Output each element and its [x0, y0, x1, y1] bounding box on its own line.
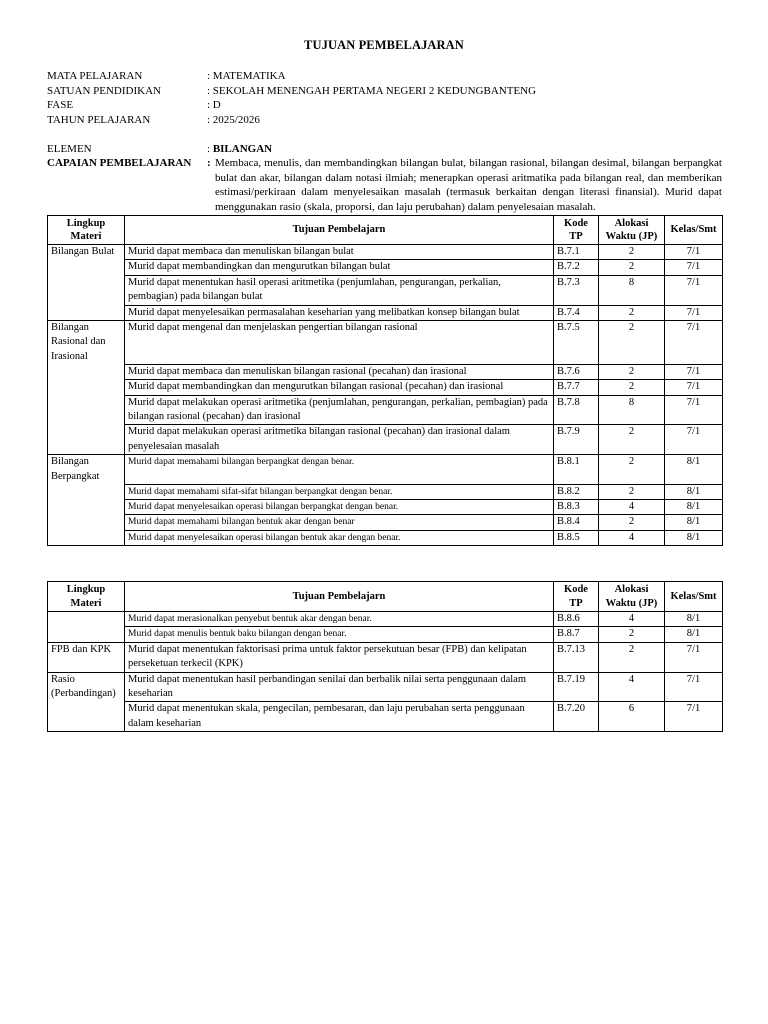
info-value: : D	[207, 99, 221, 112]
alokasi-cell: 2	[599, 321, 665, 365]
elemen-row	[47, 142, 272, 157]
kode-cell: B.8.6	[554, 612, 599, 627]
info-value: : 2025/2026	[207, 113, 260, 126]
kode-cell: B.8.1	[554, 455, 599, 484]
kelas-cell: 7/1	[665, 275, 723, 305]
lingkup-cell	[48, 275, 125, 305]
capaian-pembelajaran	[47, 156, 722, 214]
lingkup-cell	[48, 627, 125, 642]
alokasi-cell: 4	[599, 499, 665, 514]
kelas-cell: 7/1	[665, 395, 723, 425]
lingkup-cell	[48, 380, 125, 395]
tujuan-cell: Murid dapat menyelesaikan permasalahan keseharian yang melibatkan konsep bilangan bulat	[125, 305, 554, 320]
kode-cell: B.7.1	[554, 245, 599, 260]
table-row	[48, 672, 723, 702]
lingkup-cell: Bilangan Berpangkat	[48, 455, 125, 484]
alokasi-cell: 6	[599, 702, 665, 732]
kode-cell: B.7.8	[554, 395, 599, 425]
lingkup-cell	[48, 364, 125, 379]
header-kelas: Kelas/Smt	[665, 582, 723, 612]
kelas-cell: 7/1	[665, 364, 723, 379]
kode-cell: B.7.6	[554, 364, 599, 379]
kelas-cell: 8/1	[665, 455, 723, 484]
kelas-cell: 8/1	[665, 530, 723, 545]
kelas-cell: 8/1	[665, 515, 723, 530]
info-label: SATUAN PENDIDIKAN	[47, 84, 161, 97]
alokasi-cell: 2	[599, 627, 665, 642]
table-row	[48, 515, 723, 530]
kelas-cell: 7/1	[665, 642, 723, 672]
kode-cell: B.7.3	[554, 275, 599, 305]
info-value: : MATEMATIKA	[207, 70, 286, 82]
tp-table-1	[47, 215, 723, 546]
tujuan-cell: Murid dapat membaca dan menuliskan bilangan bulat	[125, 245, 554, 260]
table-row	[48, 627, 723, 642]
table-row	[48, 275, 723, 305]
kelas-cell: 7/1	[665, 380, 723, 395]
tujuan-cell: Murid dapat menyelesaikan operasi bilangan bentuk akar dengan benar.	[125, 530, 554, 545]
table-row	[48, 364, 723, 379]
table-row	[48, 380, 723, 395]
alokasi-cell: 4	[599, 612, 665, 627]
kode-cell: B.8.7	[554, 627, 599, 642]
kelas-cell: 7/1	[665, 672, 723, 702]
table-header-row	[48, 216, 723, 245]
kode-cell: B.7.19	[554, 672, 599, 702]
alokasi-cell: 2	[599, 305, 665, 320]
table-row	[48, 260, 723, 275]
tujuan-cell: Murid dapat menentukan hasil operasi aritmetika (penjumlahan, pengurangan, perkalian, pembagian) pada bilangan bulat	[125, 275, 554, 305]
table-row	[48, 530, 723, 545]
kode-cell: B.7.9	[554, 425, 599, 455]
alokasi-cell: 8	[599, 275, 665, 305]
info-value: : SEKOLAH MENENGAH PERTAMA NEGERI 2 KEDUNGBANTENG	[207, 84, 537, 97]
alokasi-cell: 2	[599, 642, 665, 672]
tujuan-cell: Murid dapat melakukan operasi aritmetika (penjumlahan, pengurangan, perkalian, pembagian) pada bilangan rasional (pecahan) dan irasional	[125, 395, 554, 425]
table-row	[48, 642, 723, 672]
table-row	[48, 305, 723, 320]
lingkup-cell	[48, 612, 125, 627]
tujuan-cell: Murid dapat menentukan faktorisasi prima untuk faktor persekutuan besar (FPB) dan kelipatan perseketuan terkecil (KPK)	[125, 642, 554, 672]
info-label: FASE	[47, 99, 74, 112]
kode-cell: B.7.5	[554, 321, 599, 365]
kelas-cell: 7/1	[665, 702, 723, 732]
kelas-cell: 7/1	[665, 305, 723, 320]
kode-cell: B.8.3	[554, 499, 599, 514]
capaian-text: Membaca, menulis, dan membandingkan bilangan bulat, bilangan rasional, bilangan desimal, bilangan berpangkat bulat dan akar, bilangan dalam notasi ilmiah; menerapkan operasi aritmatika pada bilangan real, dan memberikan estimasi/perkiraan dalam menyelesaikan masalah (termasuk berkaitan dengan literasi finansial). Murid dapat menggunakan rasio (skala, proporsi, dan laju perubahan) dalam penyelesaian masalah.	[215, 157, 722, 213]
kelas-cell: 7/1	[665, 245, 723, 260]
document-title: TUJUAN PEMBELAJARAN	[304, 38, 464, 52]
elemen-label: ELEMEN	[47, 143, 92, 155]
capaian-label: CAPAIAN PEMBELAJARAN	[47, 157, 192, 169]
alokasi-cell: 8	[599, 395, 665, 425]
tujuan-cell: Murid dapat membandingkan dan mengurutkan bilangan rasional (pecahan) dan irasional	[125, 380, 554, 395]
header-kelas: Kelas/Smt	[665, 216, 723, 245]
lingkup-cell	[48, 305, 125, 320]
kelas-cell: 8/1	[665, 627, 723, 642]
tujuan-cell: Murid dapat mengenal dan menjelaskan pengertian bilangan rasional	[125, 321, 554, 365]
tujuan-cell: Murid dapat memahami bilangan bentuk akar dengan benar	[125, 515, 554, 530]
header-alokasi: Alokasi Waktu (JP)	[599, 582, 665, 612]
tujuan-cell: Murid dapat merasionalkan penyebut bentuk akar dengan benar.	[125, 612, 554, 627]
table-row	[48, 499, 723, 514]
info-row-satuan-pendidikan	[47, 84, 536, 99]
kelas-cell: 8/1	[665, 484, 723, 499]
lingkup-cell	[48, 702, 125, 732]
alokasi-cell: 2	[599, 245, 665, 260]
info-row-mata-pelajaran	[47, 69, 536, 84]
tujuan-cell: Murid dapat menentukan hasil perbandingan senilai dan berbalik nilai serta penggunaan dalam keseharian	[125, 672, 554, 702]
elemen-colon: :	[207, 143, 213, 155]
table-row	[48, 425, 723, 455]
lingkup-cell	[48, 395, 125, 425]
kelas-cell: 7/1	[665, 425, 723, 455]
lingkup-cell	[48, 260, 125, 275]
kode-cell: B.7.20	[554, 702, 599, 732]
kelas-cell: 7/1	[665, 260, 723, 275]
table-row	[48, 612, 723, 627]
kode-cell: B.8.4	[554, 515, 599, 530]
tujuan-cell: Murid dapat membaca dan menuliskan bilangan rasional (pecahan) dan irasional	[125, 364, 554, 379]
lingkup-cell	[48, 425, 125, 455]
table-row	[48, 395, 723, 425]
header-kode: Kode TP	[554, 216, 599, 245]
header-tujuan: Tujuan Pembelajarn	[125, 216, 554, 245]
lingkup-cell	[48, 530, 125, 545]
header-lingkup: Lingkup Materi	[48, 582, 125, 612]
kode-cell: B.7.7	[554, 380, 599, 395]
kelas-cell: 8/1	[665, 499, 723, 514]
kode-cell: B.7.13	[554, 642, 599, 672]
alokasi-cell: 2	[599, 455, 665, 484]
alokasi-cell: 2	[599, 380, 665, 395]
tujuan-cell: Murid dapat memahami bilangan berpangkat dengan benar.	[125, 455, 554, 484]
header-alokasi: Alokasi Waktu (JP)	[599, 216, 665, 245]
info-row-fase	[47, 98, 536, 113]
table-row	[48, 321, 723, 365]
kelas-cell: 8/1	[665, 612, 723, 627]
lingkup-cell: Bilangan Rasional dan Irasional	[48, 321, 125, 365]
table-row	[48, 245, 723, 260]
alokasi-cell: 2	[599, 425, 665, 455]
header-lingkup: Lingkup Materi	[48, 216, 125, 245]
tujuan-cell: Murid dapat membandingkan dan mengurutkan bilangan bulat	[125, 260, 554, 275]
tujuan-cell: Murid dapat menulis bentuk baku bilangan dengan benar.	[125, 627, 554, 642]
lingkup-cell: FPB dan KPK	[48, 642, 125, 672]
header-kode: Kode TP	[554, 582, 599, 612]
kelas-cell: 7/1	[665, 321, 723, 365]
info-label: MATA PELAJARAN	[47, 70, 143, 82]
tujuan-cell: Murid dapat memahami sifat-sifat bilangan berpangkat dengan benar.	[125, 484, 554, 499]
table-row	[48, 484, 723, 499]
table-row	[48, 702, 723, 732]
tujuan-cell: Murid dapat menentukan skala, pengecilan, pembesaran, dan laju perubahan serta penggunaan dalam keseharian	[125, 702, 554, 732]
elemen-value: BILANGAN	[212, 143, 273, 155]
alokasi-cell: 2	[599, 515, 665, 530]
table-header-row	[48, 582, 723, 612]
info-label: TAHUN PELAJARAN	[47, 113, 151, 126]
lingkup-cell: Rasio (Perbandingan)	[48, 672, 125, 702]
header-tujuan: Tujuan Pembelajarn	[125, 582, 554, 612]
kode-cell: B.8.5	[554, 530, 599, 545]
tujuan-cell: Murid dapat menyelesaikan operasi bilangan berpangkat dengan benar.	[125, 499, 554, 514]
alokasi-cell: 2	[599, 484, 665, 499]
capaian-colon: :	[207, 157, 211, 169]
alokasi-cell: 2	[599, 260, 665, 275]
kode-cell: B.7.2	[554, 260, 599, 275]
kode-cell: B.7.4	[554, 305, 599, 320]
info-block	[47, 69, 536, 127]
alokasi-cell: 2	[599, 364, 665, 379]
info-row-tahun-pelajaran	[47, 113, 536, 128]
tp-table-2	[47, 581, 723, 732]
lingkup-cell: Bilangan Bulat	[48, 245, 125, 260]
table-row	[48, 455, 723, 484]
lingkup-cell	[48, 515, 125, 530]
lingkup-cell	[48, 499, 125, 514]
alokasi-cell: 4	[599, 672, 665, 702]
alokasi-cell: 4	[599, 530, 665, 545]
lingkup-cell	[48, 484, 125, 499]
tujuan-cell: Murid dapat melakukan operasi aritmetika bilangan rasional (pecahan) dan irasional dalam penyelesaian masalah	[125, 425, 554, 455]
kode-cell: B.8.2	[554, 484, 599, 499]
